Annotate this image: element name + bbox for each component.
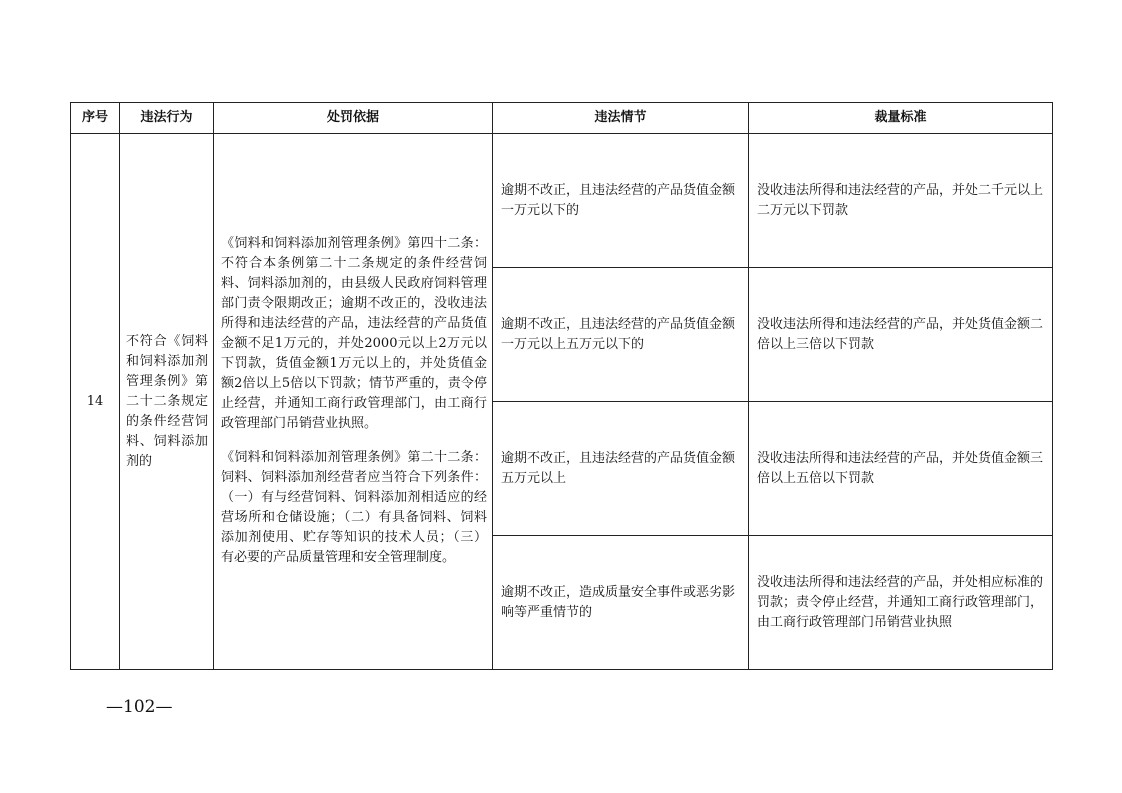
circumstance-cell	[493, 134, 749, 268]
standard-text: 没收违法所得和违法经营的产品，并处相应标准的罚款；责令停止经营，并通知工商行政管理部门，由工商行政管理部门吊销营业执照	[757, 574, 1044, 630]
standard-text: 没收违法所得和违法经营的产品，并处货值金额二倍以上三倍以下罚款	[757, 316, 1044, 352]
circumstance-text: 逾期不改正，且违法经营的产品货值金额一万元以上五万元以下的	[501, 316, 736, 352]
table-header	[71, 103, 1053, 134]
basis-article-42: 《饲料和饲料添加剂管理条例》第四十二条：不符合本条例第二十二条规定的条件经营饲料、饲料添加剂的，由县级人民政府饲料管理部门责令限期改正；逾期不改正的，没收违法所得和违法经营的产品，违法经营的产品货值金额不足1万元的，并处2000元以上2万元以下罚款，货值金额1万元以上的，并处货值金额2倍以上5倍以下罚款；情节严重的，责令停止经营，并通知工商行政管理部门，由工商行政管理部门吊销营业执照。	[221, 236, 487, 431]
header-violation-act: 违法行为	[120, 103, 214, 134]
header-seq: 序号	[71, 103, 120, 134]
page-number: —102—	[106, 697, 173, 717]
standard-text: 没收违法所得和违法经营的产品，并处货值金额三倍以上五倍以下罚款	[757, 450, 1044, 486]
basis-article-22: 《饲料和饲料添加剂管理条例》第二十二条：饲料、饲料添加剂经营者应当符合下列条件：（一）有与经营饲料、饲料添加剂相适应的经营场所和仓储设施；（二）有具备饲料、饲料添加剂使用、贮存等知识的技术人员；（三）有必要的产品质量管理和安全管理制度。	[221, 450, 487, 565]
table-body	[71, 134, 1053, 670]
standard-cell	[749, 536, 1053, 670]
table-row	[71, 134, 1053, 268]
circumstance-text: 逾期不改正，且违法经营的产品货值金额一万元以下的	[501, 182, 736, 218]
circumstance-cell	[493, 268, 749, 402]
standard-cell	[749, 402, 1053, 536]
header-penalty-basis: 处罚依据	[214, 103, 493, 134]
standard-cell	[749, 134, 1053, 268]
penalty-basis-cell	[214, 134, 493, 670]
circumstance-text: 逾期不改正，且违法经营的产品货值金额五万元以上	[501, 450, 736, 486]
header-violation-circumstance: 违法情节	[493, 103, 749, 134]
violation-act-text: 不符合《饲料和饲料添加剂管理条例》第二十二条规定的条件经营饲料、饲料添加剂的	[126, 333, 208, 469]
circumstance-text: 逾期不改正，造成质量安全事件或恶劣影响等严重情节的	[501, 584, 736, 620]
violation-act-cell	[120, 134, 214, 670]
circumstance-cell	[493, 536, 749, 670]
standard-cell	[749, 268, 1053, 402]
standard-text: 没收违法所得和违法经营的产品，并处二千元以上二万元以下罚款	[757, 182, 1044, 218]
seq-cell: 14	[71, 134, 120, 670]
header-row	[71, 103, 1053, 134]
circumstance-cell	[493, 402, 749, 536]
penalty-table	[70, 102, 1053, 670]
header-discretion-standard: 裁量标准	[749, 103, 1053, 134]
penalty-basis-content	[221, 134, 487, 568]
